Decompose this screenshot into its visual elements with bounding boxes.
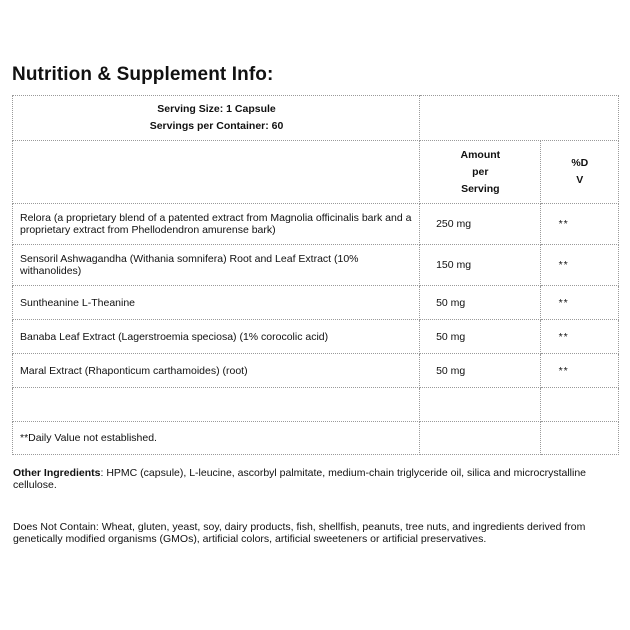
ingredient-dv: **: [540, 286, 618, 320]
header-row: [13, 141, 619, 204]
amount-header-line: per: [472, 165, 489, 178]
other-ingredients-label: Other Ingredients: [13, 467, 101, 479]
daily-value-header: [540, 141, 618, 204]
empty-cell: [420, 422, 541, 455]
amount-header-line: Amount: [460, 148, 501, 161]
page-title: Nutrition & Supplement Info:: [12, 64, 274, 85]
footnote-row: [13, 422, 619, 455]
ingredient-amount: 50 mg: [420, 286, 541, 320]
ingredient-name: Banaba Leaf Extract (Lagerstroemia speciosa) (1% corocolic acid): [13, 320, 420, 354]
ingredient-amount: 50 mg: [420, 354, 541, 388]
ingredient-row: [13, 286, 619, 320]
empty-row: [13, 388, 619, 422]
header-empty-cell: [13, 141, 420, 204]
serving-info: [13, 96, 420, 141]
empty-cell: [420, 388, 541, 422]
empty-cell: [540, 388, 618, 422]
empty-cell: [13, 388, 420, 422]
ingredient-name: Suntheanine L-Theanine: [13, 286, 420, 320]
amount-per-serving-header: [420, 141, 541, 204]
amount-header-line: Serving: [461, 182, 500, 195]
ingredient-name: Maral Extract (Rhaponticum carthamoides) (root): [13, 354, 420, 388]
serving-size: Serving Size: 1 Capsule: [157, 103, 276, 115]
ingredient-row: [13, 204, 619, 245]
ingredient-row: [13, 245, 619, 286]
does-not-contain: Does Not Contain: Wheat, gluten, yeast, soy, dairy products, fish, shellfish, peanuts, tree nuts, and ingredients derived from genetically modified organisms (GMOs), artificial colors, artificial sweeteners or artificial preservatives.: [13, 521, 586, 545]
other-ingredients-text: : HPMC (capsule), L-leucine, ascorbyl palmitate, medium-chain triglyceride oil, silica and microcrystalline cellulose.: [13, 467, 587, 491]
ingredient-amount: 250 mg: [420, 204, 541, 245]
ingredient-dv: **: [540, 245, 618, 286]
ingredient-row: [13, 354, 619, 388]
dv-header-line: %D: [571, 157, 589, 169]
supplement-facts-table: [12, 95, 619, 455]
ingredient-name: Sensoril Ashwagandha (Withania somnifera) Root and Leaf Extract (10% withanolides): [13, 245, 420, 286]
ingredient-dv: **: [540, 320, 618, 354]
daily-value-footnote: **Daily Value not established.: [13, 422, 420, 455]
dv-header-line: V: [576, 174, 584, 186]
ingredient-amount: 150 mg: [420, 245, 541, 286]
ingredient-amount: 50 mg: [420, 320, 541, 354]
servings-per-container: Servings per Container: 60: [149, 120, 284, 132]
ingredient-row: [13, 320, 619, 354]
serving-empty-cell: [420, 96, 619, 141]
empty-cell: [540, 422, 618, 455]
other-ingredients: [13, 467, 613, 491]
serving-row: [13, 96, 619, 141]
ingredient-name: Relora (a proprietary blend of a patented extract from Magnolia officinalis bark and a proprietary extract from Phellodendron amurense bark): [13, 204, 420, 245]
ingredient-dv: **: [540, 354, 618, 388]
ingredient-dv: **: [540, 204, 618, 245]
